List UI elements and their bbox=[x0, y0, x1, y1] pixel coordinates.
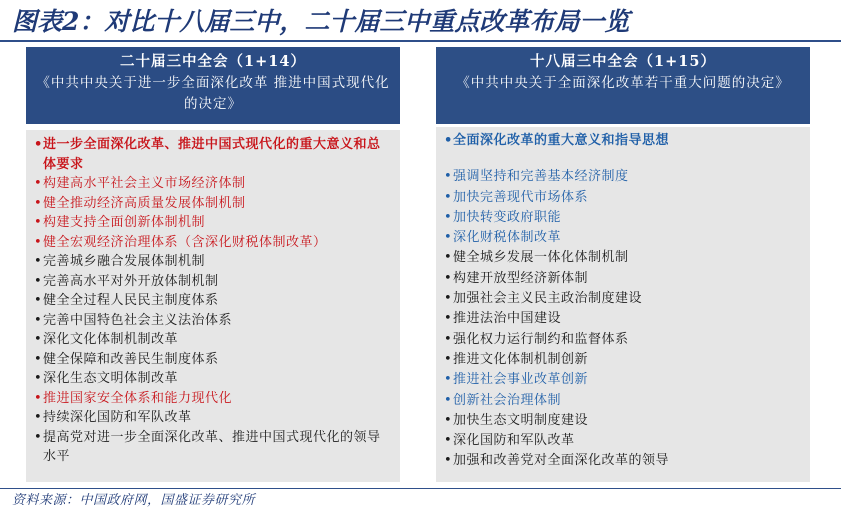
list-item bbox=[34, 174, 392, 194]
list-item-text: 健全全过程人民民主制度体系 bbox=[43, 293, 219, 308]
list-item bbox=[444, 269, 802, 289]
list-item bbox=[34, 213, 392, 233]
list-item bbox=[34, 311, 392, 331]
list-item bbox=[34, 330, 392, 350]
list-item bbox=[34, 135, 392, 174]
list-item bbox=[34, 233, 392, 253]
right-column-plenum-18th bbox=[436, 47, 810, 482]
left-header-title: 二十届三中全会（1+14） bbox=[120, 53, 306, 70]
list-item bbox=[444, 208, 802, 228]
bullet-icon: • bbox=[444, 189, 453, 205]
bullet-icon: • bbox=[34, 312, 43, 328]
list-item bbox=[444, 131, 802, 151]
bullet-icon: • bbox=[444, 331, 453, 347]
list-item bbox=[34, 194, 392, 214]
list-item bbox=[444, 451, 802, 471]
list-item-text: 全面深化改革的重大意义和指导思想 bbox=[453, 133, 670, 148]
list-item bbox=[34, 389, 392, 409]
list-item-text: 加快完善现代市场体系 bbox=[453, 189, 589, 205]
bullet-icon: • bbox=[444, 412, 453, 428]
left-item-list bbox=[26, 130, 400, 482]
bullet-icon: • bbox=[34, 215, 43, 230]
bullet-icon: • bbox=[34, 410, 43, 425]
footer-divider bbox=[0, 488, 841, 489]
bullet-icon: • bbox=[444, 372, 453, 388]
list-item bbox=[34, 291, 392, 311]
list-item-text: 健全推动经济高质量发展体制机制 bbox=[43, 195, 246, 211]
list-item-text: 进一步全面深化改革、推进中国式现代化的重大意义和总体要求 bbox=[43, 137, 381, 172]
list-item-text: 创新社会治理体制 bbox=[453, 392, 562, 408]
list-item-text: 构建支持全面创新体制机制 bbox=[43, 215, 206, 230]
right-item-list bbox=[436, 127, 810, 482]
list-item-text: 推进法治中国建设 bbox=[453, 311, 562, 327]
list-item-text: 完善中国特色社会主义法治体系 bbox=[43, 312, 233, 328]
list-item-text: 深化国防和军队改革 bbox=[453, 433, 575, 449]
bullet-icon: • bbox=[34, 254, 43, 269]
bullet-icon: • bbox=[444, 351, 453, 367]
list-item-text: 加快转变政府职能 bbox=[453, 209, 562, 225]
bullet-icon: • bbox=[444, 453, 453, 469]
bullet-icon: • bbox=[34, 371, 43, 386]
left-column-header bbox=[26, 47, 400, 124]
list-item-text: 提高党对进一步全面深化改革、推进中国式现代化的领导水平 bbox=[43, 429, 381, 464]
list-item-text: 完善城乡融合发展体制机制 bbox=[43, 254, 206, 269]
list-item bbox=[34, 408, 392, 428]
bullet-icon: • bbox=[444, 392, 453, 408]
list-item bbox=[444, 228, 802, 248]
source-note: 资料来源：中国政府网，国盛证券研究所 bbox=[12, 493, 256, 508]
list-item-text: 推进文化体制机制创新 bbox=[453, 351, 589, 367]
bullet-icon: • bbox=[444, 270, 453, 286]
list-item bbox=[444, 309, 802, 329]
left-column-18th-3rd-plenum-20th bbox=[26, 47, 400, 482]
bullet-icon: • bbox=[444, 250, 453, 266]
bullet-icon: • bbox=[34, 429, 43, 445]
title-divider bbox=[0, 40, 841, 42]
list-item bbox=[444, 370, 802, 390]
bullet-icon: • bbox=[34, 176, 43, 191]
list-item bbox=[444, 248, 802, 268]
list-item bbox=[444, 330, 802, 350]
list-item-text: 健全宏观经济治理体系（含深化财税体制改革） bbox=[43, 234, 327, 250]
bullet-icon: • bbox=[444, 311, 453, 327]
list-item-text: 健全城乡发展一体化体制机制 bbox=[453, 250, 629, 266]
bullet-icon: • bbox=[34, 293, 43, 308]
bullet-icon: • bbox=[34, 332, 43, 347]
bullet-icon: • bbox=[34, 234, 43, 250]
list-item-text: 加快生态文明制度建设 bbox=[453, 412, 589, 428]
list-item-text: 深化生态文明体制改革 bbox=[43, 371, 179, 386]
bullet-icon: • bbox=[34, 390, 43, 406]
bullet-icon: • bbox=[444, 169, 453, 185]
left-header-subtitle: 《中共中央关于进一步全面深化改革 推进中国式现代化的决定》 bbox=[36, 75, 390, 112]
list-item-text: 推进社会事业改革创新 bbox=[453, 372, 589, 388]
bullet-icon: • bbox=[444, 133, 453, 148]
list-item-text: 加强社会主义民主政治制度建设 bbox=[453, 291, 643, 307]
list-item bbox=[34, 272, 392, 292]
right-column-header bbox=[436, 47, 810, 124]
bullet-icon: • bbox=[444, 230, 453, 246]
list-item bbox=[444, 411, 802, 431]
list-item-text: 推进国家安全体系和能力现代化 bbox=[43, 390, 233, 406]
bullet-icon: • bbox=[444, 209, 453, 225]
list-item bbox=[34, 252, 392, 272]
bullet-icon: • bbox=[34, 351, 43, 367]
list-item-text: 构建高水平社会主义市场经济体制 bbox=[43, 176, 246, 191]
list-item-text: 深化财税体制改革 bbox=[453, 230, 562, 246]
list-item bbox=[444, 391, 802, 411]
list-item bbox=[444, 289, 802, 309]
list-item bbox=[444, 350, 802, 370]
list-item bbox=[34, 350, 392, 370]
bullet-icon: • bbox=[34, 273, 43, 289]
bullet-icon: • bbox=[34, 195, 43, 211]
page-title: 图表2：对比十八届三中，二十届三中重点改革布局一览 bbox=[12, 7, 630, 36]
list-item-text: 持续深化国防和军队改革 bbox=[43, 410, 192, 425]
list-item bbox=[444, 431, 802, 451]
list-item bbox=[34, 428, 392, 467]
list-item-text: 加强和改善党对全面深化改革的领导 bbox=[453, 453, 670, 469]
list-item-text: 强化权力运行制约和监督体系 bbox=[453, 331, 629, 347]
list-item-text: 完善高水平对外开放体制机制 bbox=[43, 273, 219, 289]
list-item-text: 构建开放型经济新体制 bbox=[453, 270, 589, 286]
list-item bbox=[444, 188, 802, 208]
bullet-icon: • bbox=[444, 433, 453, 449]
list-item-text: 深化文化体制机制改革 bbox=[43, 332, 179, 347]
list-item-text: 强调坚持和完善基本经济制度 bbox=[453, 169, 629, 185]
list-item bbox=[34, 369, 392, 389]
list-item-text: 健全保障和改善民生制度体系 bbox=[43, 351, 219, 367]
right-header-title: 十八届三中全会（1+15） bbox=[530, 53, 716, 70]
list-item bbox=[444, 167, 802, 187]
bullet-icon: • bbox=[34, 137, 43, 152]
right-header-subtitle: 《中共中央关于全面深化改革若干重大问题的决定》 bbox=[456, 75, 790, 91]
bullet-icon: • bbox=[444, 291, 453, 307]
